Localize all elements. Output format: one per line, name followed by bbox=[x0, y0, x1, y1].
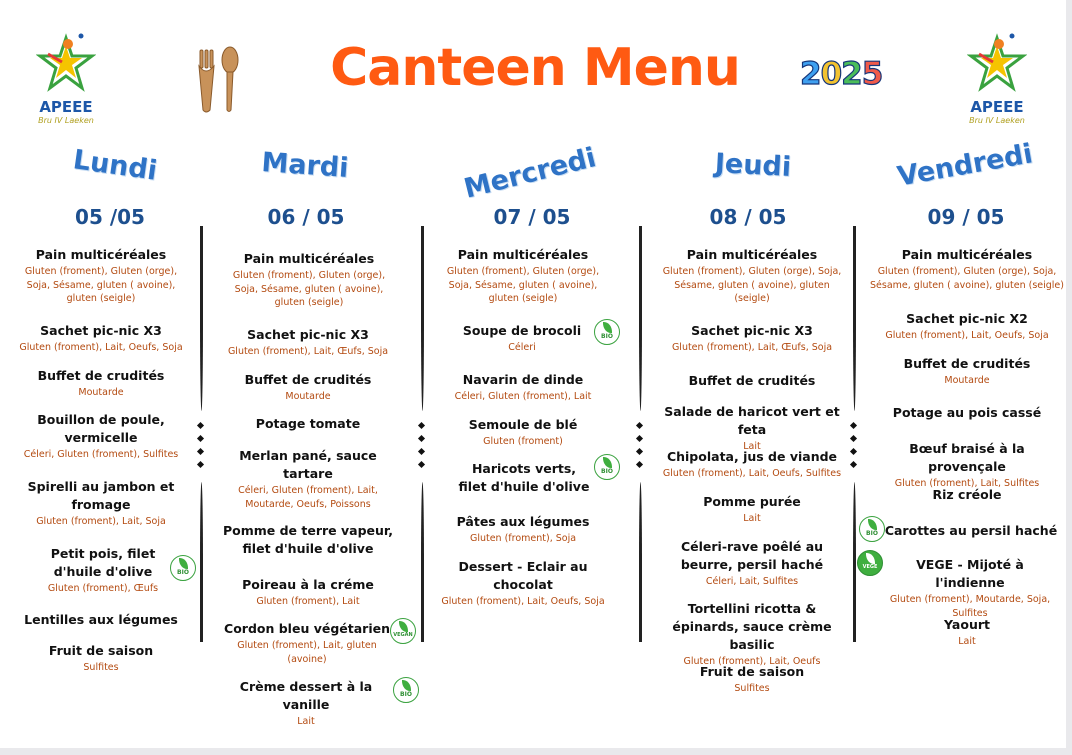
allergens: Céleri bbox=[508, 342, 536, 353]
menu-item bbox=[218, 371, 398, 404]
menu-item bbox=[440, 246, 606, 306]
dish-name: Tortellini ricotta & épinards, sauce crème basilic bbox=[672, 601, 832, 652]
divider-diamond bbox=[636, 448, 643, 455]
allergens: Gluten (froment), Lait, Oeufs, Sulfites bbox=[662, 468, 842, 479]
column-divider bbox=[421, 226, 424, 411]
allergens: Lait bbox=[297, 716, 315, 727]
menu-item bbox=[656, 246, 848, 306]
menu-item bbox=[656, 322, 848, 355]
dish-name: Pain multicéréales bbox=[686, 247, 818, 262]
dish-name: Lentilles aux légumes bbox=[24, 612, 178, 627]
column-divider bbox=[853, 482, 856, 642]
page-title: Canteen Menu bbox=[330, 38, 740, 98]
dish-name: Bœuf braisé à la provençale bbox=[909, 441, 1025, 474]
menu-item bbox=[656, 600, 848, 669]
vege-badge-icon: VEGE bbox=[857, 550, 883, 576]
allergens: Gluten (froment), Lait bbox=[256, 596, 360, 607]
dish-name: Sachet pic-nic X3 bbox=[40, 323, 162, 338]
day-heading-jeudi: Jeudi bbox=[714, 148, 792, 183]
dish-name: Pain multicéréales bbox=[457, 247, 589, 262]
divider-diamond bbox=[418, 461, 425, 468]
divider-diamond bbox=[636, 435, 643, 442]
menu-item bbox=[870, 355, 1064, 388]
menu-item bbox=[222, 620, 392, 666]
dish-name: Buffet de crudités bbox=[903, 356, 1031, 371]
dish-name: Fruit de saison bbox=[48, 643, 154, 658]
year-digit: 2 bbox=[841, 56, 862, 92]
allergens: Gluten (froment), Gluten (orge), Soja, Sésame, gluten ( avoine), gluten (seigle) bbox=[870, 266, 1064, 291]
logo-text: APEEE bbox=[970, 98, 1024, 116]
divider-diamond bbox=[636, 422, 643, 429]
menu-item bbox=[870, 310, 1064, 343]
column-divider bbox=[639, 226, 642, 411]
dish-name: Céleri-rave poêlé au beurre, persil haché bbox=[680, 539, 824, 572]
dish-name: Sachet pic-nic X3 bbox=[691, 323, 813, 338]
menu-item bbox=[870, 246, 1064, 292]
bio-badge-icon: BIO bbox=[859, 516, 885, 542]
menu-item bbox=[656, 448, 848, 481]
allergens: Céleri, Gluten (froment), Lait, Moutarde, Oeufs, Poissons bbox=[238, 485, 378, 510]
year-digit: 2 bbox=[800, 56, 821, 92]
allergens: Gluten (froment), Moutarde, Soja, Sulfites bbox=[889, 594, 1051, 619]
allergens: Gluten (froment), Lait, Soja bbox=[36, 516, 166, 527]
allergens: Céleri, Gluten (froment), Sulfites bbox=[23, 449, 179, 460]
allergens: Gluten (froment), Lait, Sulfites bbox=[894, 478, 1040, 489]
allergens: Lait bbox=[743, 441, 761, 452]
menu-item bbox=[18, 246, 184, 306]
allergens: Gluten (froment), Lait, Oeufs bbox=[683, 656, 821, 667]
dish-name: Carottes au persil haché bbox=[884, 523, 1058, 538]
dish-name: Crème dessert à la vanille bbox=[239, 679, 373, 712]
vegan-badge-icon: VEGAN bbox=[390, 618, 416, 644]
column-divider bbox=[421, 482, 424, 642]
dish-name: Spirelli au jambon et fromage bbox=[27, 479, 175, 512]
apeee-logo-right bbox=[967, 32, 1027, 128]
allergens: Gluten (froment), Lait, gluten (avoine) bbox=[237, 640, 377, 665]
day-heading-vendredi: Vendredi bbox=[895, 138, 1035, 193]
day-date: 07 / 05 bbox=[493, 205, 571, 229]
day-heading-mercredi: Mercredi bbox=[460, 142, 600, 205]
divider-diamond bbox=[850, 461, 857, 468]
menu-item bbox=[18, 642, 184, 675]
day-heading-mardi: Mardi bbox=[260, 147, 350, 184]
dish-name: Petit pois, filet d'huile d'olive bbox=[50, 546, 156, 579]
menu-item bbox=[18, 478, 184, 529]
menu-item bbox=[656, 372, 848, 390]
dish-name: Pain multicéréales bbox=[35, 247, 167, 262]
menu-item bbox=[18, 322, 184, 355]
menu-item bbox=[870, 616, 1064, 649]
allergens: Sulfites bbox=[734, 683, 770, 694]
menu-item bbox=[18, 411, 184, 462]
day-heading-lundi: Lundi bbox=[71, 144, 159, 187]
year-digit: 5 bbox=[861, 56, 883, 92]
allergens: Gluten (froment), Lait, Oeufs, Soja bbox=[441, 596, 605, 607]
dish-name: Fruit de saison bbox=[699, 664, 805, 679]
dish-name: Navarin de dinde bbox=[462, 372, 584, 387]
allergens: Moutarde bbox=[78, 387, 124, 398]
menu-item bbox=[440, 558, 606, 609]
dish-name: Salade de haricot vert et feta bbox=[664, 404, 840, 437]
menu-item bbox=[28, 545, 178, 596]
menu-item bbox=[656, 493, 848, 526]
menu-item bbox=[456, 460, 592, 496]
utensils-icon bbox=[194, 44, 244, 116]
bio-badge-icon: BIO bbox=[393, 677, 419, 703]
dish-name: Cordon bleu végétarien bbox=[224, 621, 390, 636]
dish-name: Potage au pois cassé bbox=[892, 405, 1042, 420]
allergens: Lait bbox=[958, 636, 976, 647]
divider-diamond bbox=[418, 448, 425, 455]
dish-name: Pâtes aux légumes bbox=[456, 514, 590, 529]
menu-item bbox=[18, 611, 184, 629]
menu-item bbox=[870, 404, 1064, 422]
day-date: 08 / 05 bbox=[709, 205, 787, 229]
menu-item bbox=[446, 322, 598, 355]
menu-item bbox=[224, 250, 394, 310]
menu-item bbox=[880, 556, 1060, 620]
menu-item bbox=[18, 367, 184, 400]
allergens: Sulfites bbox=[83, 662, 119, 673]
menu-item bbox=[218, 326, 398, 359]
dish-name: Buffet de crudités bbox=[688, 373, 816, 388]
menu-item bbox=[656, 663, 848, 696]
star-figure-icon bbox=[967, 32, 1027, 94]
apeee-logo-left bbox=[36, 32, 96, 128]
allergens: Gluten (froment), Gluten (orge), Soja, Sésame, gluten ( avoine), gluten (seigle) bbox=[24, 266, 178, 304]
column-divider bbox=[639, 482, 642, 642]
allergens: Gluten (froment), Lait, Oeufs, Soja bbox=[19, 342, 183, 353]
dish-name: VEGE - Mijoté à l'indienne bbox=[916, 557, 1024, 590]
dish-name: Semoule de blé bbox=[468, 417, 578, 432]
menu-item bbox=[218, 522, 398, 558]
year-badge bbox=[800, 56, 882, 92]
divider-diamond bbox=[197, 422, 204, 429]
dish-name: Sachet pic-nic X2 bbox=[906, 311, 1028, 326]
dish-name: Pomme purée bbox=[703, 494, 801, 509]
logo-text: APEEE bbox=[39, 98, 93, 116]
dish-name: Pomme de terre vapeur, filet d'huile d'olive bbox=[222, 523, 393, 556]
allergens: Gluten (froment), Lait, Oeufs, Soja bbox=[885, 330, 1049, 341]
menu-item bbox=[218, 678, 394, 729]
allergens: Gluten (froment) bbox=[483, 436, 563, 447]
column-divider bbox=[200, 482, 203, 642]
menu-item bbox=[218, 576, 398, 609]
bio-badge-icon: BIO bbox=[594, 454, 620, 480]
allergens: Gluten (froment), Gluten (orge), Soja, Sésame, gluten ( avoine), gluten (seigle) bbox=[662, 266, 842, 304]
menu-item bbox=[218, 415, 398, 433]
day-date: 09 / 05 bbox=[927, 205, 1005, 229]
dish-name: Dessert - Eclair au chocolat bbox=[458, 559, 588, 592]
menu-item bbox=[660, 538, 844, 589]
menu-item bbox=[432, 416, 614, 449]
divider-diamond bbox=[197, 448, 204, 455]
menu-item bbox=[432, 513, 614, 546]
allergens: Gluten (froment), Gluten (orge), Soja, Sésame, gluten ( avoine), gluten (seigle) bbox=[232, 270, 386, 308]
menu-item bbox=[432, 371, 614, 404]
dish-name: Pain multicéréales bbox=[901, 247, 1033, 262]
allergens: Gluten (froment), Lait, Œufs, Soja bbox=[227, 346, 389, 357]
allergens: Gluten (froment), Soja bbox=[469, 533, 577, 544]
dish-name: Buffet de crudités bbox=[37, 368, 165, 383]
dish-name: Poireau à la créme bbox=[242, 577, 374, 592]
dish-name: Merlan pané, sauce tartare bbox=[239, 448, 377, 481]
year-digit: 0 bbox=[820, 56, 842, 92]
dish-name: Haricots verts, filet d'huile d'olive bbox=[458, 461, 590, 494]
allergens: Céleri, Gluten (froment), Lait bbox=[454, 391, 592, 402]
bio-badge-icon: BIO bbox=[170, 555, 196, 581]
dish-name: Chipolata, jus de viande bbox=[666, 449, 838, 464]
day-date: 06 / 05 bbox=[267, 205, 345, 229]
day-date: 05 /05 bbox=[75, 205, 145, 229]
dish-name: Soupe de brocoli bbox=[462, 323, 582, 338]
logo-tagline: Bru IV Laeken bbox=[969, 116, 1025, 125]
allergens: Gluten (froment), Gluten (orge), Soja, Sésame, gluten ( avoine), gluten (seigle) bbox=[446, 266, 600, 304]
dish-name: Sachet pic-nic X3 bbox=[247, 327, 369, 342]
menu-item bbox=[870, 486, 1064, 504]
divider-diamond bbox=[197, 461, 204, 468]
divider-diamond bbox=[418, 422, 425, 429]
dish-name: Yaourt bbox=[944, 617, 990, 632]
dish-name: Potage tomate bbox=[255, 416, 361, 431]
dish-name: Riz créole bbox=[932, 487, 1002, 502]
logo-tagline: Bru IV Laeken bbox=[38, 116, 94, 125]
allergens: Lait bbox=[743, 513, 761, 524]
divider-diamond bbox=[197, 435, 204, 442]
dish-name: Buffet de crudités bbox=[244, 372, 372, 387]
allergens: Moutarde bbox=[944, 375, 990, 386]
dish-name: Bouillon de poule, vermicelle bbox=[37, 412, 165, 445]
dish-name: Pain multicéréales bbox=[243, 251, 375, 266]
menu-item bbox=[870, 440, 1064, 491]
menu-item bbox=[884, 522, 1058, 540]
allergens: Gluten (froment), Œufs bbox=[47, 583, 159, 594]
bio-badge-icon: BIO bbox=[594, 319, 620, 345]
menu-item bbox=[228, 447, 388, 511]
column-divider bbox=[853, 226, 856, 411]
menu-item bbox=[652, 403, 852, 454]
allergens: Céleri, Lait, Sulfites bbox=[705, 576, 799, 587]
column-divider bbox=[200, 226, 203, 411]
star-figure-icon bbox=[36, 32, 96, 94]
allergens: Moutarde bbox=[285, 391, 331, 402]
divider-diamond bbox=[418, 435, 425, 442]
divider-diamond bbox=[636, 461, 643, 468]
allergens: Gluten (froment), Lait, Œufs, Soja bbox=[671, 342, 833, 353]
